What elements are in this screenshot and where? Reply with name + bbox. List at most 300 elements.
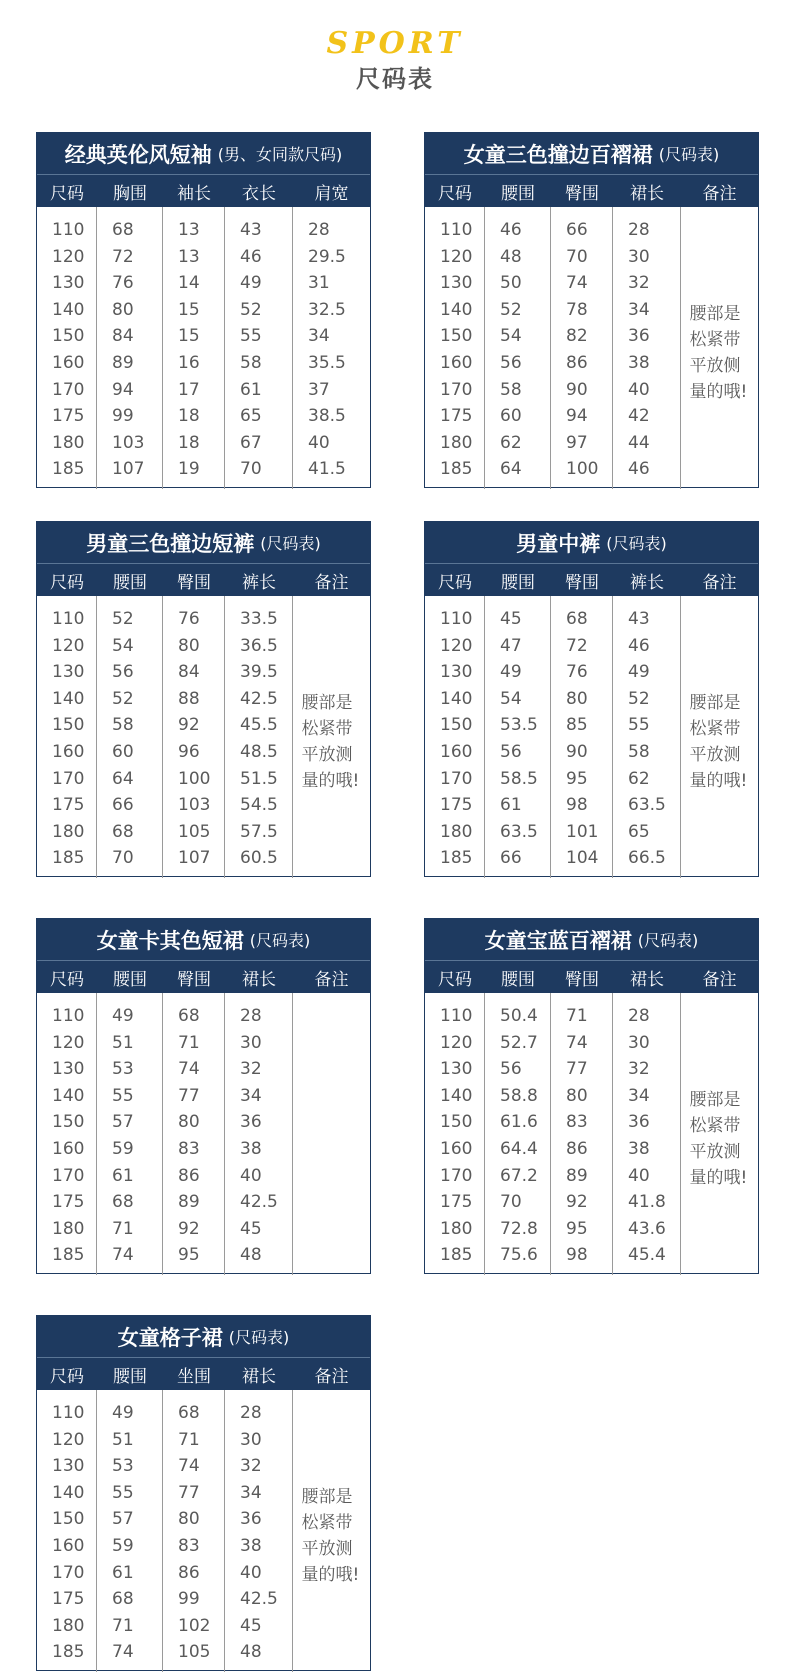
table-cell: 50.4	[500, 1006, 538, 1026]
table-cell: 185	[440, 459, 473, 480]
table-cell: 150	[440, 1112, 473, 1133]
table-cell: 74	[566, 1032, 588, 1053]
table-cell: 110	[52, 1403, 85, 1423]
table-cell: 53.5	[500, 715, 538, 736]
table-column	[425, 207, 485, 489]
table-column	[225, 207, 293, 489]
table-cell: 58	[240, 352, 262, 373]
table-column	[163, 207, 225, 489]
table-cell: 45	[500, 609, 522, 629]
table-cell: 98	[566, 1245, 588, 1266]
table-cell: 160	[440, 352, 473, 373]
table-cell: 32	[628, 1059, 650, 1080]
note-column	[293, 1390, 370, 1672]
table-cell: 68	[178, 1403, 200, 1423]
table-cell: 36	[628, 326, 650, 347]
table-cell: 55	[628, 715, 650, 736]
table-cell: 90	[566, 741, 588, 762]
column-header: 裤长	[630, 572, 664, 593]
column-header: 尺码	[438, 969, 472, 990]
table-cell: 28	[240, 1403, 262, 1423]
page-header	[0, 28, 790, 96]
table-cell: 175	[52, 406, 85, 427]
table-cell: 33.5	[240, 609, 278, 629]
table-cell: 53	[112, 1059, 134, 1080]
table-cell: 76	[178, 609, 200, 629]
table-cell: 54	[500, 326, 522, 347]
table-column	[485, 993, 551, 1275]
column-header: 备注	[702, 969, 737, 990]
table-title-bar	[425, 522, 758, 563]
table-cell: 160	[440, 1138, 473, 1159]
table-cell: 46	[240, 246, 262, 267]
table-cell: 83	[566, 1112, 588, 1133]
table-cell: 89	[112, 352, 134, 373]
table-cell: 80	[178, 635, 200, 656]
table-cell: 45	[240, 1615, 262, 1636]
table-cell: 63.5	[628, 795, 666, 816]
table-cell: 110	[440, 220, 473, 240]
table-cell: 185	[440, 848, 473, 869]
table-cell: 40	[628, 379, 650, 400]
table-cell: 105	[178, 821, 211, 842]
table-cell: 57	[112, 1509, 134, 1530]
table-cell: 140	[440, 1085, 473, 1106]
table-cell: 66	[500, 848, 522, 869]
table-cell: 61	[112, 1165, 134, 1186]
table-cell: 86	[178, 1562, 200, 1583]
table-cell: 58.8	[500, 1085, 538, 1106]
table-cell: 32.5	[308, 299, 346, 320]
table-cell: 38	[240, 1138, 262, 1159]
table-subtitle: (尺码表)	[606, 534, 667, 553]
table-cell: 40	[628, 1165, 650, 1186]
table-cell: 54.5	[240, 795, 278, 816]
table-cell: 28	[308, 220, 330, 240]
table-cell: 170	[440, 379, 473, 400]
table-cell: 51.5	[240, 768, 278, 789]
table-cell: 110	[440, 609, 473, 629]
table-cell: 185	[52, 1642, 85, 1663]
table-title: 男童中裤	[516, 531, 601, 556]
table-column	[163, 596, 225, 878]
table-cell: 83	[178, 1535, 200, 1556]
table-title-bar	[37, 919, 370, 960]
table-cell: 60	[500, 406, 522, 427]
table-cell: 57.5	[240, 821, 278, 842]
size-table	[36, 918, 371, 1274]
table-cell: 95	[178, 1245, 200, 1266]
column-header: 备注	[314, 572, 349, 593]
table-cell: 66.5	[628, 848, 666, 869]
table-cell: 43.6	[628, 1218, 666, 1239]
table-cell: 15	[178, 326, 200, 347]
table-column	[97, 993, 163, 1275]
table-cell: 16	[178, 352, 200, 373]
table-cell: 64	[112, 768, 134, 789]
table-cell: 18	[178, 432, 200, 453]
table-cell: 53	[112, 1456, 134, 1477]
table-cell: 49	[500, 662, 522, 683]
table-cell: 52	[628, 688, 650, 709]
table-column	[551, 993, 613, 1275]
table-cell: 170	[440, 1165, 473, 1186]
table-cell: 92	[178, 1218, 200, 1239]
table-cell: 58	[628, 741, 650, 762]
table-title: 女童宝蓝百褶裙	[484, 928, 632, 953]
table-cell: 48	[240, 1245, 262, 1266]
table-cell: 84	[112, 326, 134, 347]
column-header: 臀围	[565, 183, 599, 204]
table-cell: 80	[178, 1112, 200, 1133]
table-title: 女童格子裙	[117, 1325, 223, 1350]
table-cell: 62	[500, 432, 522, 453]
table-cell: 95	[566, 1218, 588, 1239]
table-cell: 120	[52, 246, 85, 267]
table-header-row	[425, 174, 758, 207]
table-cell: 43	[240, 220, 262, 240]
table-subtitle: (男、女同款尺码)	[217, 145, 343, 164]
table-cell: 94	[566, 406, 588, 427]
table-cell: 55	[240, 326, 262, 347]
table-column	[37, 1390, 97, 1672]
table-cell: 130	[440, 273, 473, 294]
table-title: 男童三色撞边短裤	[86, 531, 255, 556]
column-header: 胸围	[113, 183, 147, 204]
table-column	[225, 993, 293, 1275]
table-cell: 170	[52, 379, 85, 400]
table-header-row	[37, 960, 370, 993]
table-cell: 48	[500, 246, 522, 267]
table-cell: 180	[440, 1218, 473, 1239]
table-cell: 32	[240, 1059, 262, 1080]
note-column	[681, 596, 758, 878]
table-cell: 30	[628, 246, 650, 267]
table-column	[37, 993, 97, 1275]
table-cell: 65	[628, 821, 650, 842]
table-cell: 100	[178, 768, 211, 789]
column-header: 尺码	[50, 1366, 84, 1387]
column-header: 臀围	[177, 969, 211, 990]
table-cell: 160	[52, 1535, 85, 1556]
table-cell: 30	[240, 1032, 262, 1053]
column-header: 备注	[702, 572, 737, 593]
column-header: 尺码	[50, 572, 84, 593]
table-cell: 31	[308, 273, 330, 294]
table-cell: 40	[308, 432, 330, 453]
table-cell: 51	[112, 1032, 134, 1053]
table-cell: 36.5	[240, 635, 278, 656]
table-header-row	[425, 563, 758, 596]
table-cell: 34	[628, 299, 650, 320]
table-cell: 74	[112, 1245, 134, 1266]
column-header: 尺码	[50, 969, 84, 990]
table-cell: 150	[52, 326, 85, 347]
table-cell: 61.6	[500, 1112, 538, 1133]
table-cell: 61	[240, 379, 262, 400]
table-cell: 94	[112, 379, 134, 400]
table-cell: 68	[178, 1006, 200, 1026]
table-cell: 89	[566, 1165, 588, 1186]
table-cell: 130	[52, 1456, 85, 1477]
table-cell: 68	[566, 609, 588, 629]
table-cell: 71	[178, 1429, 200, 1450]
table-cell: 71	[566, 1006, 588, 1026]
table-note: 腰部是松紧带平放测量的哦!	[301, 693, 360, 791]
table-cell: 76	[112, 273, 134, 294]
table-cell: 17	[178, 379, 200, 400]
column-header: 臀围	[177, 572, 211, 593]
column-header: 腰围	[501, 572, 535, 593]
table-cell: 55	[112, 1482, 134, 1503]
table-column	[97, 596, 163, 878]
table-title-bar	[37, 133, 370, 174]
table-cell: 13	[178, 246, 200, 267]
table-body	[425, 207, 758, 489]
table-cell: 160	[52, 352, 85, 373]
table-cell: 34	[308, 326, 330, 347]
table-cell: 74	[566, 273, 588, 294]
column-header: 臀围	[565, 969, 599, 990]
table-cell: 51	[112, 1429, 134, 1450]
table-cell: 96	[178, 741, 200, 762]
table-cell: 150	[440, 715, 473, 736]
table-cell: 175	[52, 795, 85, 816]
table-cell: 140	[440, 688, 473, 709]
table-cell: 185	[52, 1245, 85, 1266]
table-subtitle: (尺码表)	[249, 931, 311, 950]
table-cell: 57	[112, 1112, 134, 1133]
table-cell: 71	[178, 1032, 200, 1053]
table-note: 腰部是松紧带平放侧量的哦!	[689, 304, 748, 402]
table-cell: 38	[628, 1138, 650, 1159]
column-header: 腰围	[501, 969, 535, 990]
table-cell: 120	[52, 1032, 85, 1053]
size-table	[424, 521, 759, 877]
column-header: 袖长	[177, 183, 211, 204]
column-header: 尺码	[50, 183, 84, 204]
table-column	[163, 1390, 225, 1672]
table-cell: 180	[52, 821, 85, 842]
table-cell: 42.5	[240, 688, 278, 709]
table-cell: 78	[566, 299, 588, 320]
table-cell: 45	[240, 1218, 262, 1239]
table-cell: 180	[52, 432, 85, 453]
table-cell: 180	[440, 821, 473, 842]
table-cell: 42.5	[240, 1589, 278, 1610]
table-cell: 120	[440, 635, 473, 656]
column-header: 裙长	[242, 1366, 276, 1387]
table-cell: 77	[178, 1085, 200, 1106]
table-body	[37, 993, 370, 1275]
table-cell: 92	[566, 1192, 588, 1213]
table-cell: 68	[112, 1192, 134, 1213]
column-header: 腰围	[501, 183, 535, 204]
table-header-row	[37, 563, 370, 596]
table-cell: 74	[112, 1642, 134, 1663]
table-cell: 130	[52, 662, 85, 683]
table-cell: 30	[240, 1429, 262, 1450]
table-cell: 92	[178, 715, 200, 736]
table-cell: 66	[566, 220, 588, 240]
table-cell: 35.5	[308, 352, 346, 373]
table-title: 经典英伦风短袖	[64, 142, 212, 167]
table-cell: 56	[500, 352, 522, 373]
table-cell: 68	[112, 1589, 134, 1610]
table-cell: 140	[440, 299, 473, 320]
table-note: 腰部是松紧带平放测量的哦!	[689, 693, 748, 791]
table-body	[37, 207, 370, 489]
table-cell: 90	[566, 379, 588, 400]
table-cell: 103	[112, 432, 145, 453]
table-cell: 170	[440, 768, 473, 789]
table-column	[163, 993, 225, 1275]
table-cell: 32	[628, 273, 650, 294]
table-subtitle: (尺码表)	[658, 145, 720, 164]
table-cell: 88	[178, 688, 200, 709]
table-cell: 70	[566, 246, 588, 267]
table-cell: 85	[566, 715, 588, 736]
table-cell: 140	[52, 1085, 85, 1106]
table-cell: 80	[566, 1085, 588, 1106]
table-cell: 99	[112, 406, 134, 427]
table-cell: 68	[112, 220, 134, 240]
column-header: 坐围	[177, 1366, 211, 1387]
table-cell: 67.2	[500, 1165, 538, 1186]
column-header: 备注	[702, 183, 737, 204]
table-cell: 160	[440, 741, 473, 762]
table-cell: 160	[52, 1138, 85, 1159]
table-cell: 64.4	[500, 1138, 538, 1159]
table-column	[37, 596, 97, 878]
column-header: 腰围	[113, 969, 147, 990]
table-cell: 98	[566, 795, 588, 816]
size-table	[36, 521, 371, 877]
table-cell: 49	[240, 273, 262, 294]
page-title: 尺码表	[356, 65, 434, 93]
column-header: 裤长	[242, 572, 276, 593]
table-cell: 37	[308, 379, 330, 400]
table-cell: 107	[112, 459, 145, 480]
table-cell: 45.5	[240, 715, 278, 736]
table-body	[425, 993, 758, 1275]
table-column	[613, 207, 681, 489]
brand-logo: SPORT	[326, 26, 464, 61]
table-cell: 49	[112, 1403, 134, 1423]
column-header: 臀围	[565, 572, 599, 593]
table-cell: 84	[178, 662, 200, 683]
table-cell: 185	[440, 1245, 473, 1266]
table-cell: 175	[440, 1192, 473, 1213]
table-cell: 41.5	[308, 459, 346, 480]
table-cell: 56	[500, 1059, 522, 1080]
column-header: 裙长	[630, 183, 664, 204]
table-column	[97, 207, 163, 489]
table-column	[425, 596, 485, 878]
column-header: 裙长	[242, 969, 276, 990]
size-table	[36, 1315, 371, 1671]
table-cell: 60	[112, 741, 134, 762]
table-column	[225, 1390, 293, 1672]
table-subtitle: (尺码表)	[228, 1328, 290, 1347]
column-header: 尺码	[438, 183, 472, 204]
table-cell: 14	[178, 273, 200, 294]
table-cell: 52	[240, 299, 262, 320]
table-column	[225, 596, 293, 878]
table-cell: 28	[628, 220, 650, 240]
table-cell: 58	[500, 379, 522, 400]
table-title-bar	[37, 522, 370, 563]
table-column	[425, 993, 485, 1275]
table-cell: 40	[240, 1562, 262, 1583]
table-cell: 77	[566, 1059, 588, 1080]
table-cell: 130	[52, 1059, 85, 1080]
table-body	[37, 596, 370, 878]
table-cell: 104	[566, 848, 599, 869]
table-cell: 130	[440, 1059, 473, 1080]
table-cell: 120	[440, 1032, 473, 1053]
table-cell: 55	[112, 1085, 134, 1106]
note-column	[681, 207, 758, 489]
table-cell: 65	[240, 406, 262, 427]
table-column	[613, 596, 681, 878]
table-subtitle: (尺码表)	[260, 534, 321, 553]
table-cell: 170	[52, 1165, 85, 1186]
table-cell: 52	[112, 688, 134, 709]
table-cell: 48	[240, 1642, 262, 1663]
table-cell: 130	[52, 273, 85, 294]
table-cell: 47	[500, 635, 522, 656]
table-cell: 49	[628, 662, 650, 683]
table-cell: 180	[52, 1218, 85, 1239]
table-cell: 72.8	[500, 1218, 538, 1239]
table-cell: 49	[112, 1006, 134, 1026]
table-column	[97, 1390, 163, 1672]
table-column	[551, 207, 613, 489]
table-cell: 46	[628, 635, 650, 656]
table-cell: 120	[52, 1429, 85, 1450]
table-cell: 71	[112, 1615, 134, 1636]
table-cell: 32	[240, 1456, 262, 1477]
table-cell: 86	[566, 352, 588, 373]
table-cell: 110	[52, 220, 85, 240]
table-column	[485, 207, 551, 489]
table-cell: 175	[52, 1192, 85, 1213]
table-cell: 64	[500, 459, 522, 480]
table-cell: 48.5	[240, 741, 278, 762]
table-header-row	[37, 1357, 370, 1390]
table-cell: 38.5	[308, 406, 346, 427]
table-cell: 70	[112, 848, 134, 869]
table-cell: 120	[52, 635, 85, 656]
table-cell: 83	[178, 1138, 200, 1159]
table-cell: 150	[52, 1509, 85, 1530]
table-body	[425, 596, 758, 878]
table-cell: 41.8	[628, 1192, 666, 1213]
table-cell: 70	[240, 459, 262, 480]
table-cell: 150	[52, 715, 85, 736]
table-note: 腰部是松紧带平放测量的哦!	[301, 1487, 360, 1585]
table-cell: 56	[500, 741, 522, 762]
table-cell: 97	[566, 432, 588, 453]
column-header: 衣长	[242, 183, 276, 204]
table-cell: 36	[240, 1112, 262, 1133]
table-cell: 60.5	[240, 848, 278, 869]
table-cell: 170	[52, 1562, 85, 1583]
table-cell: 46	[500, 220, 522, 240]
table-column	[293, 207, 370, 489]
table-cell: 72	[566, 635, 588, 656]
